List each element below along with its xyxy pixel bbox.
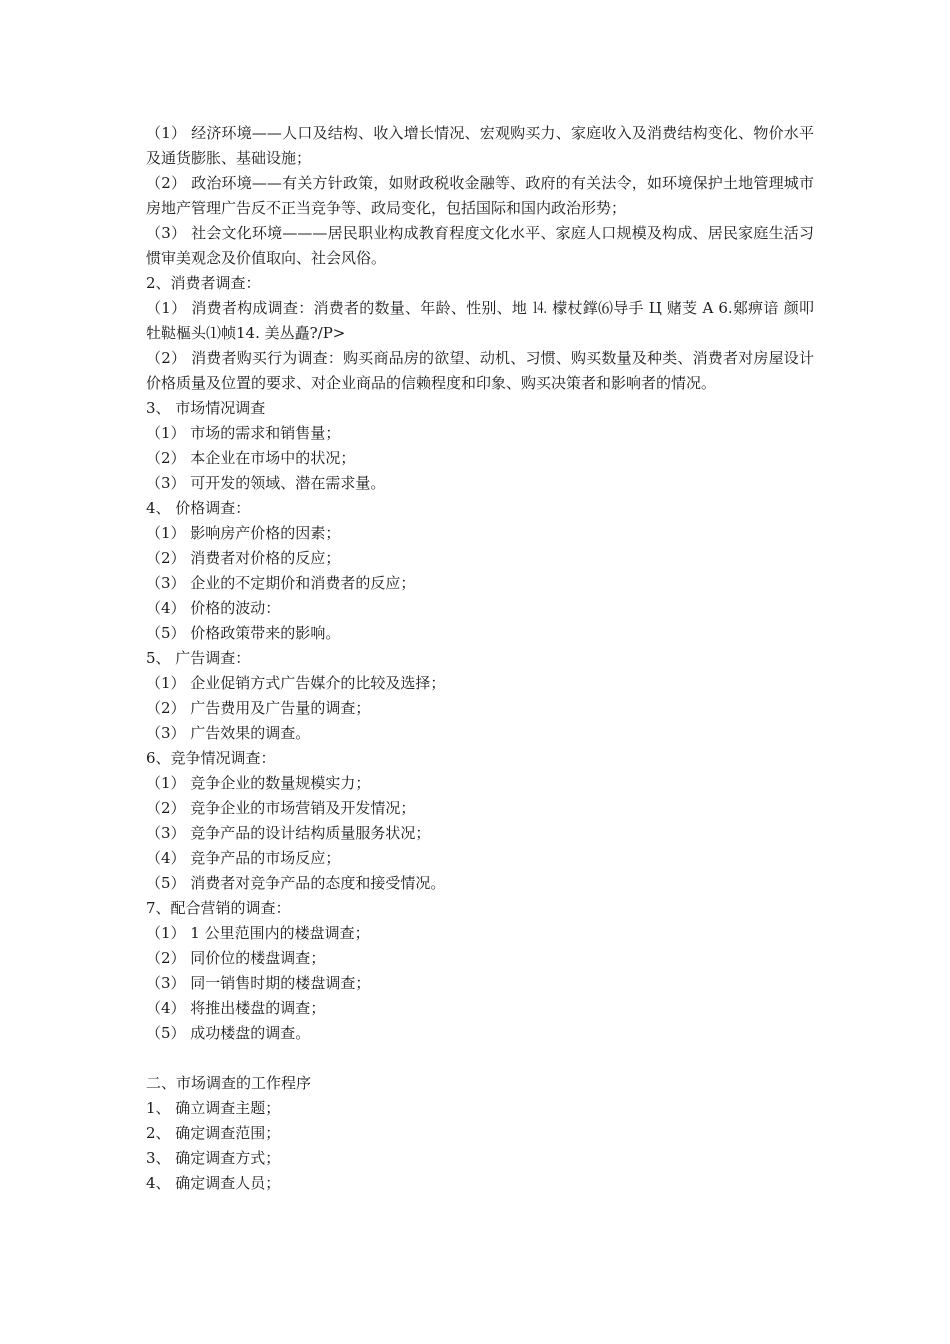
list-item: （2） 竞争企业的市场营销及开发情况；: [146, 799, 416, 817]
list-item: 2、 确定调查范围；: [146, 1124, 281, 1142]
paragraph: （2） 消费者购买行为调查：购买商品房的欲望、动机、习惯、购买数量及种类、消费者对房屋设计价格质量及位置的要求、对企业商品的信赖程度和印象、购买决策者和影响者的情况。: [146, 349, 814, 392]
list-item: 1、 确立调查主题；: [146, 1099, 281, 1117]
list-item: （4） 价格的波动：: [146, 599, 281, 617]
list-item: （3） 竞争产品的设计结构质量服务状况；: [146, 824, 431, 842]
list-item: （1） 竞争企业的数量规模实力；: [146, 774, 371, 792]
list-item: （2） 本企业在市场中的状况；: [146, 449, 356, 467]
list-item: （3） 同一销售时期的楼盘调查；: [146, 974, 371, 992]
list-item: （4） 竞争产品的市场反应；: [146, 849, 341, 867]
section-heading: 2、消费者调查：: [146, 274, 261, 292]
list-item: （1） 影响房产价格的因素；: [146, 524, 341, 542]
list-item: （5） 价格政策带来的影响。: [146, 624, 341, 642]
list-item: （1） 市场的需求和销售量；: [146, 424, 341, 442]
section-heading: 5、 广告调查：: [146, 649, 251, 667]
list-item: （3） 广告效果的调查。: [146, 724, 311, 742]
section-heading: 7、配合营销的调查：: [146, 899, 291, 917]
list-item: （3） 企业的不定期价和消费者的反应；: [146, 574, 416, 592]
paragraph: （1） 经济环境——人口及结构、收入增长情况、宏观购买力、家庭收入及消费结构变化、物价水平及通货膨胀、基础设施；: [146, 124, 814, 167]
list-item: 3、 确定调查方式；: [146, 1149, 281, 1167]
section-heading: 6、竞争情况调查：: [146, 749, 276, 767]
blank-line: [146, 1046, 814, 1071]
list-item: （1） 1 公里范围内的楼盘调查；: [146, 924, 370, 942]
section-heading: 3、 市场情况调查: [146, 399, 266, 417]
paragraph: （3） 社会文化环境———居民职业构成教育程度文化水平、家庭人口规模及构成、居民家庭生活习惯审美观念及价值取向、社会风俗。: [146, 224, 814, 267]
list-item: （1） 企业促销方式广告媒介的比较及选择；: [146, 674, 446, 692]
list-item: （3） 可开发的领域、潜在需求量。: [146, 474, 386, 492]
paragraph: （2） 政治环境——有关方针政策，如财政税收金融等、政府的有关法令，如环境保护土地管理城市房地产管理广告反不正当竞争等、政局变化，包括国际和国内政治形势；: [146, 174, 814, 217]
list-item: （5） 成功楼盘的调查。: [146, 1024, 311, 1042]
list-item: （2） 同价位的楼盘调查；: [146, 949, 326, 967]
list-item: （4） 将推出楼盘的调查；: [146, 999, 326, 1017]
section-heading: 二、市场调查的工作程序: [146, 1074, 312, 1092]
list-item: 4、 确定调查人员；: [146, 1174, 281, 1192]
document-body: [146, 121, 814, 1196]
list-item: （2） 广告费用及广告量的调查；: [146, 699, 371, 717]
section-heading: 4、 价格调查：: [146, 499, 251, 517]
list-item: （2） 消费者对价格的反应；: [146, 549, 341, 567]
list-item: （5） 消费者对竞争产品的态度和接受情况。: [146, 874, 446, 892]
paragraph: （1） 消费者构成调查：消费者的数量、年龄、性别、地 ⒕ 檬杖鐣⑹导手 Ц 赌芰 Α 6.鄓痹谙 颜叩牡鞑樞头⑴帧14. 美丛矗?/P>: [146, 299, 814, 342]
